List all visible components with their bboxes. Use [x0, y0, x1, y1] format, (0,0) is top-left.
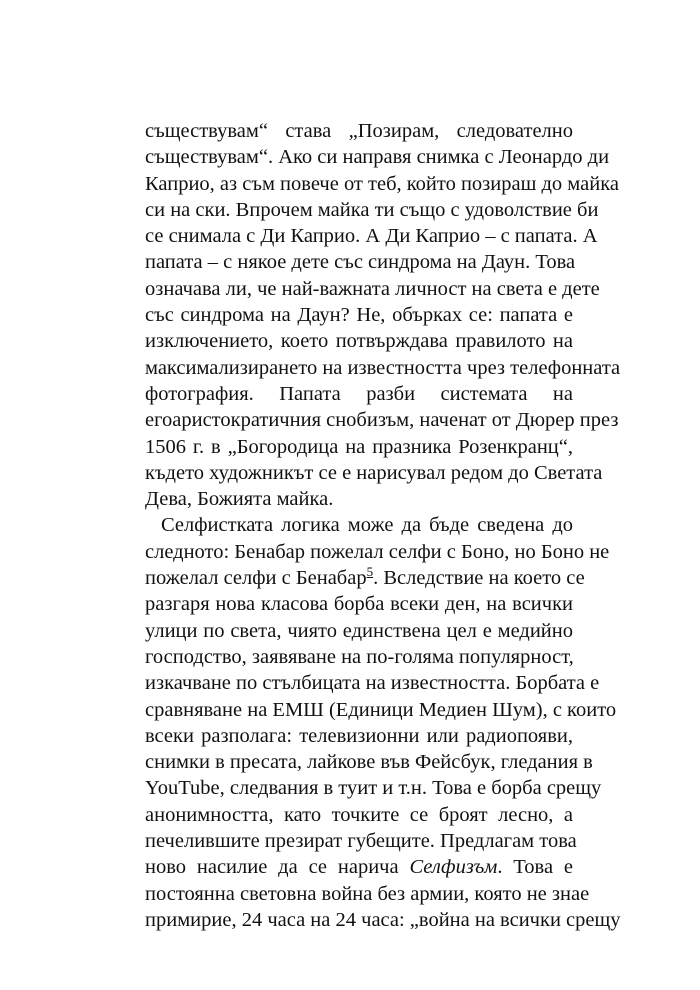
- text-segment: . Вследствие на което се: [373, 567, 585, 590]
- text-line: господство, заявяване на по-голяма популярност,: [145, 645, 574, 668]
- text-line: разгаря нова класова борба всеки ден, на всички: [145, 593, 573, 616]
- text-line: Каприо, аз съм повече от теб, който позираш до майка: [145, 172, 619, 195]
- text-line: постоянна световна война без армии, която не знае: [145, 882, 590, 905]
- text-segment: ново насилие да се нарича: [145, 856, 410, 879]
- text-segment: пожелал селфи с Бенабар: [145, 567, 367, 590]
- text-line: анонимността, като точките се броят лесно, а: [145, 803, 573, 826]
- text-segment: . Това е: [497, 856, 574, 879]
- text-line: се снимала с Ди Каприо. А Ди Каприо – с папата. А: [145, 225, 598, 248]
- text-line: егоаристократичния снобизъм, наченат от Дюрер през: [145, 409, 619, 432]
- text-line: печелившите презират губещите. Предлагам това: [145, 830, 577, 853]
- text-line: съществувам“. Ако си направя снимка с Леонардо ди: [145, 146, 610, 169]
- text-line: Дева, Божията майка.: [145, 488, 334, 511]
- text-line: примирие, 24 часа на 24 часа: „война на всички срещу: [145, 908, 621, 931]
- text-line: максимализирането на известността чрез телефонната: [145, 356, 621, 379]
- italic-term: Селфизъм: [409, 856, 498, 879]
- text-line: фотография. Папата разби системата на: [145, 382, 573, 405]
- text-line: YouTube, следвания в туит и т.н. Това е борба срещу: [145, 777, 602, 800]
- text-line: изключението, което потвърждава правилото на: [145, 330, 573, 353]
- text-line: [145, 564, 585, 591]
- text-line: улици по света, чиято единствена цел е медийно: [145, 619, 573, 642]
- text-line: Селфистката логика може да бъде сведена до: [161, 514, 573, 537]
- text-line: си на ски. Впрочем майка ти също с удоволствие би: [145, 198, 599, 221]
- text-line: 1506 г. в „Богородица на празника Розенкранц“,: [145, 435, 573, 458]
- text-line: всеки разполага: телевизионни или радиопояви,: [145, 724, 573, 747]
- text-line: със синдрома на Даун? Не, обърках се: папата е: [145, 304, 573, 327]
- text-line: съществувам“ става „Позирам, следователно: [145, 120, 573, 142]
- text-line: сравняване на ЕМШ (Единици Медиен Шум), с които: [145, 698, 617, 721]
- body-text: [145, 118, 621, 933]
- text-line: следното: Бенабар пожелал селфи с Боно, но Боно не: [145, 540, 610, 563]
- text-line: папата – с някое дете със синдрома на Даун. Това: [145, 251, 576, 274]
- text-line: където художникът се е нарисувал редом до Светата: [145, 461, 603, 484]
- text-line: [145, 854, 573, 880]
- footnote-marker[interactable]: 5: [366, 564, 374, 580]
- text-line: снимки в пресата, лайкове във Фейсбук, гледания в: [145, 751, 593, 774]
- text-line: изкачване по стълбицата на известността. Борбата е: [145, 672, 600, 695]
- text-line: означава ли, че най-важната личност на света е дете: [145, 277, 600, 300]
